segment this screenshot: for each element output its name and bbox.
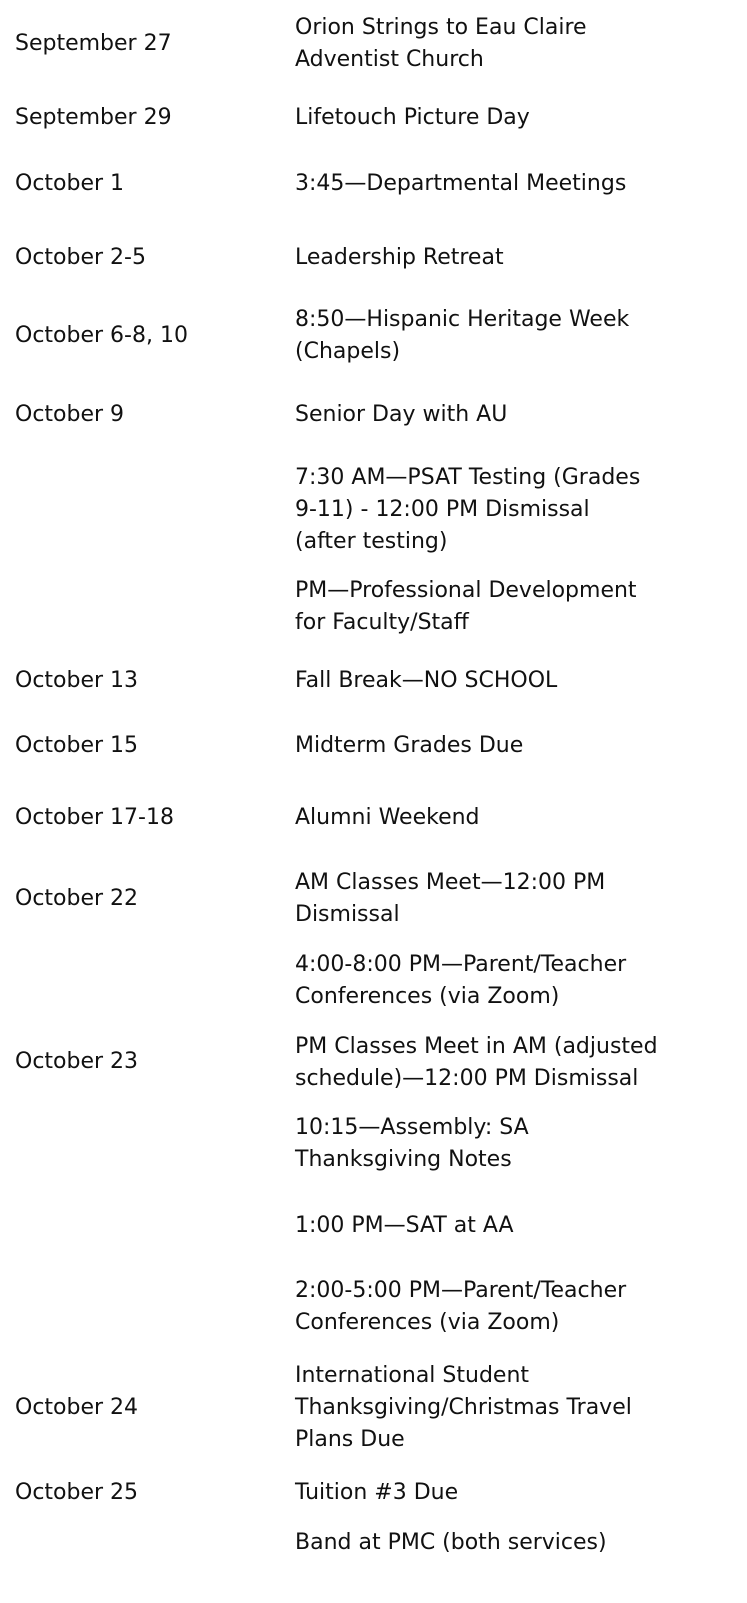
event-text: Tuition #3 Due	[295, 1480, 459, 1505]
event-text: schedule)—12:00 PM Dismissal	[295, 1066, 639, 1091]
event-text: 4:00-8:00 PM—Parent/Teacher	[295, 952, 627, 977]
event-text: 8:50—Hispanic Heritage Week	[295, 307, 630, 332]
date-label: September 27	[15, 31, 172, 56]
event-text: Thanksgiving/Christmas Travel	[295, 1395, 632, 1420]
event-text: Lifetouch Picture Day	[295, 105, 530, 130]
event-text: for Faculty/Staff	[295, 610, 469, 635]
event-text: Leadership Retreat	[295, 245, 504, 270]
event-text: Adventist Church	[295, 47, 484, 72]
date-label: October 22	[15, 886, 139, 911]
event-text: Alumni Weekend	[295, 805, 480, 830]
event-text: 7:30 AM—PSAT Testing (Grades	[295, 465, 641, 490]
date-label: October 6-8, 10	[15, 323, 188, 348]
event-text: PM—Professional Development	[295, 578, 637, 603]
event-text: Dismissal	[295, 902, 400, 927]
event-text: (Chapels)	[295, 339, 401, 364]
date-label: October 2-5	[15, 245, 146, 270]
date-label: October 1	[15, 171, 125, 196]
event-text: Band at PMC (both services)	[295, 1530, 607, 1555]
event-text: AM Classes Meet—12:00 PM	[295, 870, 606, 895]
event-text: Thanksgiving Notes	[295, 1147, 512, 1172]
event-text: Plans Due	[295, 1427, 405, 1452]
event-text: 2:00-5:00 PM—Parent/Teacher	[295, 1278, 627, 1303]
date-label: October 9	[15, 402, 125, 427]
event-text: Senior Day with AU	[295, 402, 508, 427]
date-label: October 13	[15, 668, 139, 693]
date-label: October 15	[15, 733, 139, 758]
event-text: International Student	[295, 1363, 530, 1388]
event-text: (after testing)	[295, 529, 448, 554]
date-label: September 29	[15, 105, 172, 130]
event-text: Midterm Grades Due	[295, 733, 524, 758]
event-text: Orion Strings to Eau Claire	[295, 15, 587, 40]
event-text: Fall Break—NO SCHOOL	[295, 668, 558, 693]
event-text: Conferences (via Zoom)	[295, 1310, 560, 1335]
date-label: October 25	[15, 1480, 139, 1505]
date-label: October 24	[15, 1395, 139, 1420]
event-text: 9-11) - 12:00 PM Dismissal	[295, 497, 590, 522]
event-text: 1:00 PM—SAT at AA	[295, 1213, 514, 1238]
event-text: 10:15—Assembly: SA	[295, 1115, 529, 1140]
event-text: Conferences (via Zoom)	[295, 984, 560, 1009]
date-label: October 17-18	[15, 805, 174, 830]
date-label: October 23	[15, 1049, 139, 1074]
event-text: PM Classes Meet in AM (adjusted	[295, 1034, 658, 1059]
event-text: 3:45—Departmental Meetings	[295, 171, 627, 196]
